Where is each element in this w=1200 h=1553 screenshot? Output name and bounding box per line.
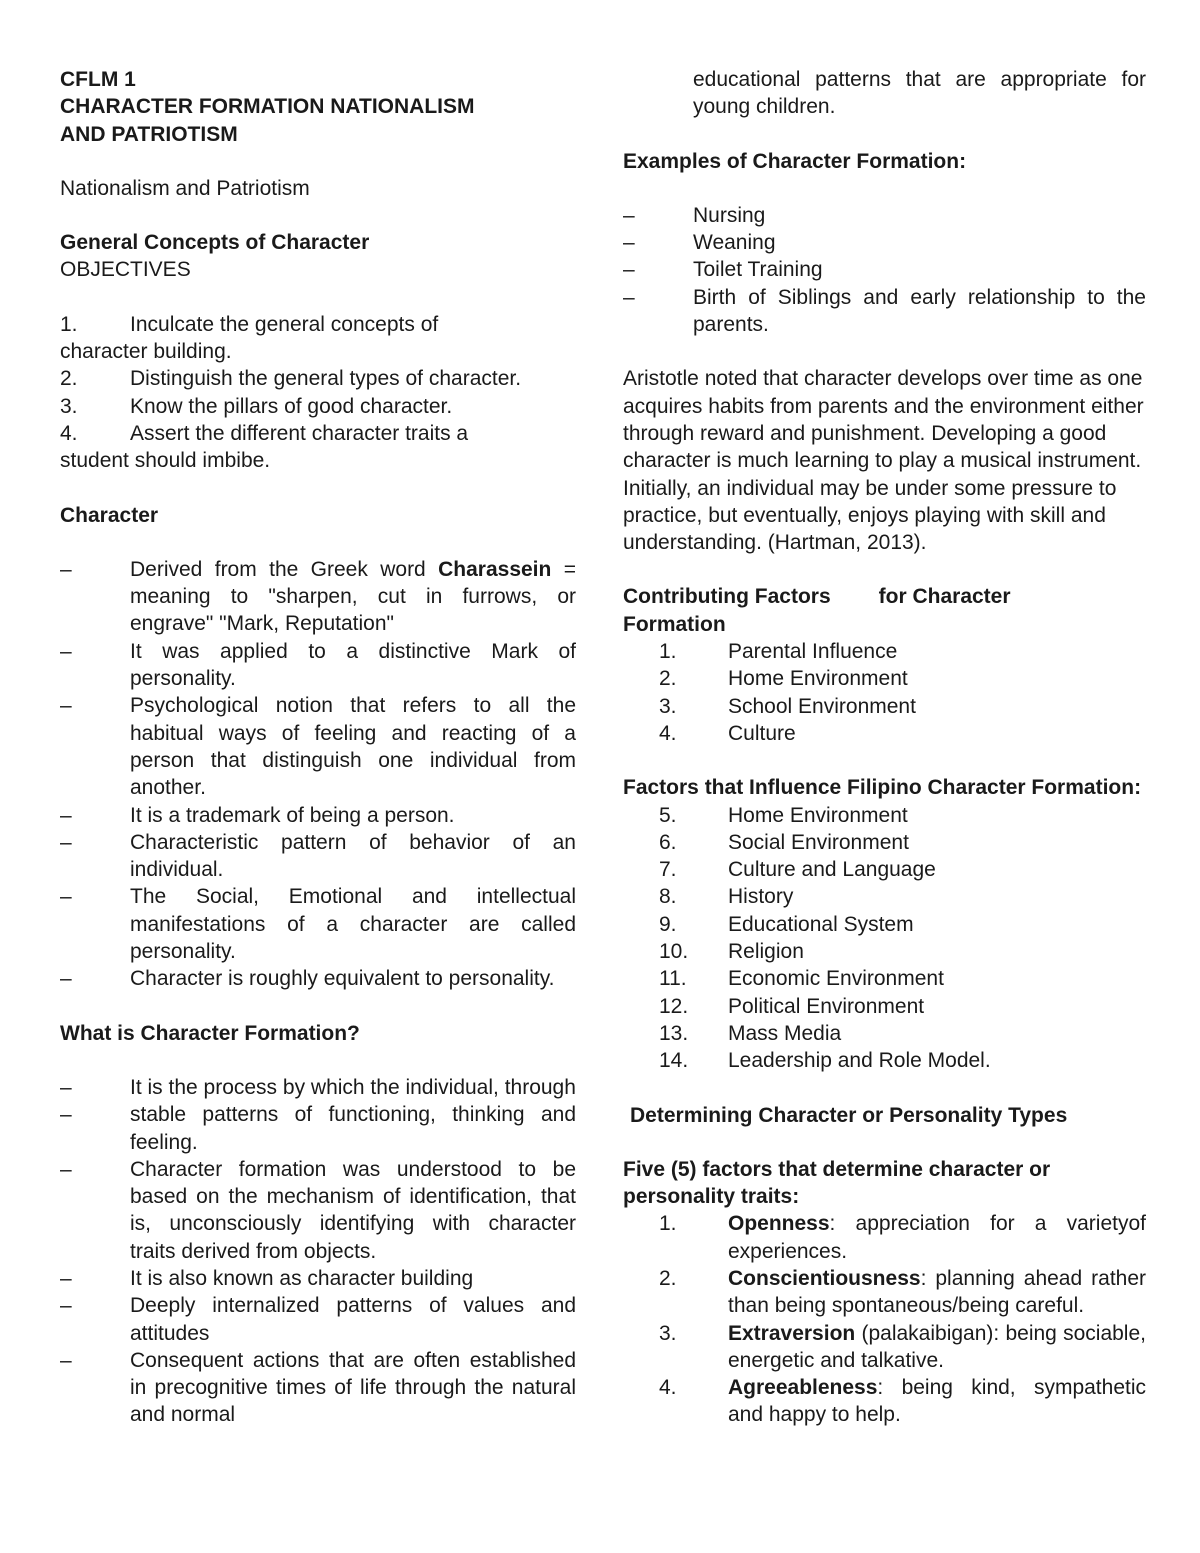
list-item: 13. Mass Media [659, 1021, 842, 1045]
list-item: – Nursing [623, 203, 766, 227]
list-item: 8. History [659, 885, 794, 909]
list-item: 1. Parental Influence [659, 640, 898, 664]
list-item: – Psychological notion that refers to all the habitual ways of feeling and reacting of a person that distinguish one individual from another. [60, 694, 576, 800]
doc-subtitle: Nationalism and Patriotism [60, 176, 310, 200]
objective-item-continued: character building. [60, 340, 232, 364]
list-item: – Toilet Training [623, 258, 823, 282]
list-item: – Weaning [623, 231, 776, 255]
list-item: 12. Political Environment [659, 994, 925, 1018]
list-item: 11. Economic Environment [659, 967, 944, 991]
character-heading: Character [60, 503, 159, 527]
objectives-label: OBJECTIVES [60, 258, 191, 282]
list-item: – Character formation was understood to be based on the mechanism of identification, that is, unconsciously identifying with character traits derived from objects. [60, 1157, 576, 1263]
right-column [623, 66, 1146, 1429]
greek-word: Charassein [438, 557, 552, 581]
examples-heading: Examples of Character Formation: [623, 149, 967, 173]
filipino-heading: Factors that Influence Filipino Character Formation: [623, 776, 1142, 800]
list-item: 14. Leadership and Role Model. [659, 1049, 991, 1073]
list-item: 6. Social Environment [659, 830, 909, 854]
list-item: 4. Culture [659, 721, 796, 745]
objectives-list [60, 311, 576, 475]
objective-item: 3. Know the pillars of good character. [60, 394, 453, 418]
list-item: 4. Agreeableness: being kind, sympathetic and happy to help. [659, 1376, 1146, 1427]
character-list [60, 556, 576, 993]
list-item: 3. School Environment [659, 694, 916, 718]
list-item: 3. Extraversion (palakaibigan): being sociable, energetic and talkative. [659, 1321, 1146, 1372]
list-item-continued: educational patterns that are appropriate for young children. [693, 68, 1146, 119]
list-item: 7. Culture and Language [659, 858, 936, 882]
doc-title-line2: AND PATRIOTISM [60, 122, 238, 146]
list-item: – Deeply internalized patterns of values and attitudes [60, 1294, 576, 1345]
course-code: CFLM 1 [60, 68, 136, 91]
list-item: 9. Educational System [659, 912, 914, 936]
list-item: 1. Openness: appreciation for a varietyof experiences. [659, 1212, 1146, 1263]
doc-title-line1: CHARACTER FORMATION NATIONALISM [60, 95, 475, 119]
list-item: – Character is roughly equivalent to personality. [60, 967, 555, 991]
list-item: 5. Home Environment [659, 803, 908, 827]
five-factors-heading: Five (5) factors that determine character or personality traits: [623, 1157, 1051, 1209]
list-item: – The Social, Emotional and intellectual manifestations of a character are called personality. [60, 885, 576, 964]
list-item: – It is a trademark of being a person. [60, 803, 455, 827]
objective-item-continued: student should imbibe. [60, 449, 271, 473]
formation-heading: What is Character Formation? [60, 1021, 360, 1045]
determining-heading: Determining Character or Personality Types [630, 1103, 1068, 1127]
objective-item: 1. Inculcate the general concepts of [60, 312, 439, 336]
general-concepts-heading: General Concepts of Character [60, 231, 370, 255]
objective-item: 2. Distinguish the general types of character. [60, 367, 522, 391]
list-item: – It is the process by which the individual, through [60, 1075, 576, 1099]
list-item: – It is also known as character building [60, 1266, 474, 1290]
list-item: – stable patterns of functioning, thinking and feeling. [60, 1103, 576, 1154]
filipino-list [623, 802, 1146, 1075]
list-item: – Birth of Siblings and early relationship to the parents. [623, 285, 1146, 337]
list-item: 2. Conscientiousness: planning ahead rather than being spontaneous/being careful. [659, 1266, 1146, 1318]
list-item: 2. Home Environment [659, 667, 908, 691]
formation-list [60, 1074, 576, 1429]
objective-item: 4. Assert the different character traits a [60, 421, 469, 445]
formation-list-continued [623, 66, 1146, 121]
aristotle-paragraph: Aristotle noted that character develops over time as one acquires habits from parents and the environment either through reward and punishment. Developing a good character is much learning to play a musical instrument. Initially, an individual may be under some pressure to practice, but eventually, enjoys playing with skill and understanding. (Hartman, 2013). [623, 367, 1144, 555]
list-item: – Consequent actions that are often established in precognitive times of life through the natural and normal [60, 1348, 576, 1427]
contributing-list [623, 638, 1146, 747]
examples-list [623, 202, 1146, 338]
list-item: 10. Religion [659, 940, 804, 964]
list-item: – Characteristic pattern of behavior of an individual. [60, 830, 576, 882]
left-column [60, 66, 576, 1429]
list-item: – It was applied to a distinctive Mark of personality. [60, 639, 576, 691]
list-item: – Derived from the Greek word Charassein = meaning to "sharpen, cut in furrows, or engrave" "Mark, Reputation" [60, 557, 576, 636]
contributing-heading: Contributing Factors for Character Formation [623, 585, 1011, 636]
five-factors-list [623, 1210, 1146, 1428]
